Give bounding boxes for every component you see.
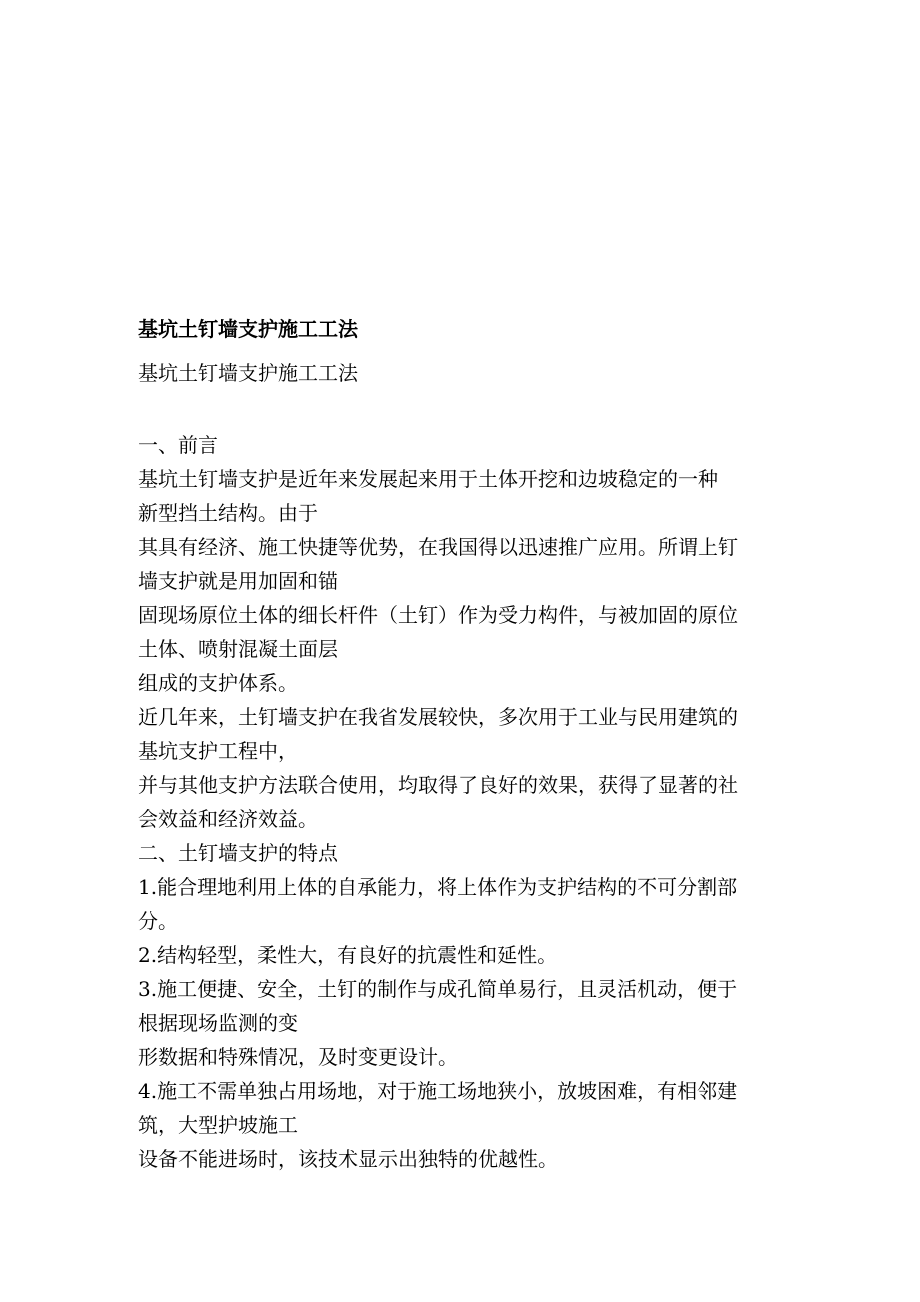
list-item-line: 分。 xyxy=(138,909,178,933)
paragraph-line: 组成的支护体系。 xyxy=(138,671,298,695)
list-item-line: 设备不能进场时，该技术显示出独特的优越性。 xyxy=(138,1147,558,1171)
paragraph-line: 会效益和经济效益。 xyxy=(138,807,318,831)
paragraph-line: 固现场原位土体的细长杆件（土钉）作为受力构件，与被加固的原位 xyxy=(138,603,738,627)
section-heading-features: 二、土钉墙支护的特点 xyxy=(138,841,338,865)
paragraph-line: 基坑土钉墙支护是近年来发展起来用于土体开挖和边坡稳定的一种 xyxy=(138,467,718,491)
paragraph-line: 新型挡土结构。由于 xyxy=(138,501,318,525)
paragraph-line: 并与其他支护方法联合使用，均取得了良好的效果，获得了显著的社 xyxy=(138,773,738,797)
list-item-line: 根据现场监测的变 xyxy=(138,1011,298,1035)
document-page xyxy=(138,312,788,1176)
list-item-line: 3.施工便捷、安全，土钉的制作与成孔简单易行，且灵活机动，便于 xyxy=(138,977,738,1001)
paragraph-line: 其具有经济、施工快捷等优势，在我国得以迅速推广应用。所谓上钉 xyxy=(138,535,738,559)
list-item-line: 2.结构轻型，柔性大，有良好的抗震性和延性。 xyxy=(138,943,558,967)
section-heading-preface: 一、前言 xyxy=(138,433,218,457)
paragraph-line: 墙支护就是用加固和锚 xyxy=(138,569,338,593)
document-title: 基坑土钉墙支护施工工法 xyxy=(138,317,358,341)
list-item-line: 形数据和特殊情况，及时变更设计。 xyxy=(138,1045,458,1069)
paragraph-line: 基坑支护工程中， xyxy=(138,739,298,763)
document-subtitle: 基坑土钉墙支护施工工法 xyxy=(138,361,358,385)
paragraph-line: 土体、喷射混凝土面层 xyxy=(138,637,338,661)
paragraph-line: 近几年来，土钉墙支护在我省发展较快，多次用于工业与民用建筑的 xyxy=(138,705,738,729)
list-item-line: 筑，大型护坡施工 xyxy=(138,1113,298,1137)
list-item-line: 4.施工不需单独占用场地，对于施工场地狭小，放坡困难，有相邻建 xyxy=(138,1079,738,1103)
document-body xyxy=(138,428,788,1176)
list-item-line: 1.能合理地利用上体的自承能力，将上体作为支护结构的不可分割部 xyxy=(138,875,738,899)
